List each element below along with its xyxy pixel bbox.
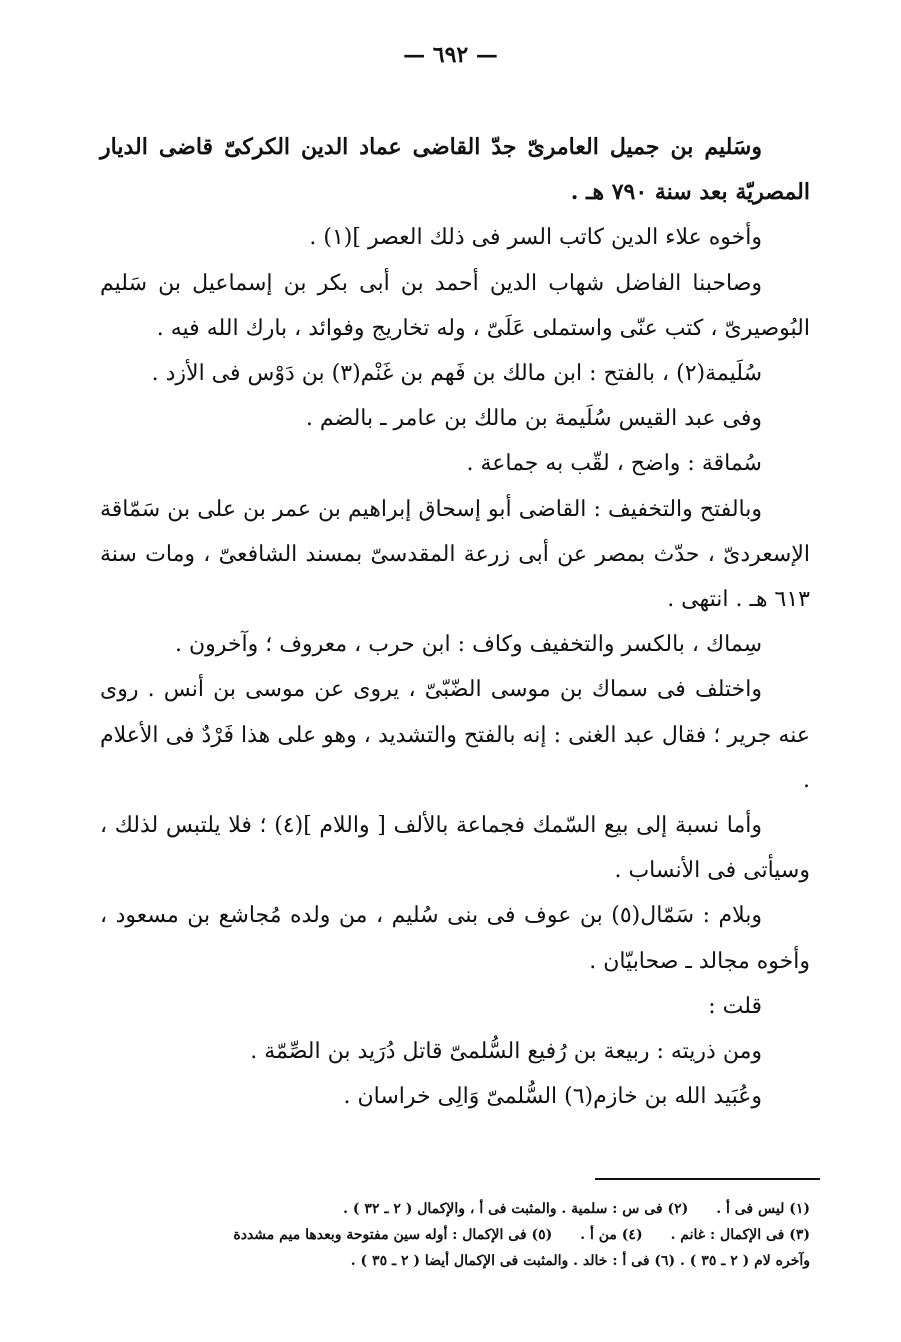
main-text — [100, 125, 810, 1119]
footnote-line: وآخره لام ( ٢ ـ ٣٥ ) . (٦) فى أ : خالد . والمثبت فى الإكمال أيضا ( ٢ ـ ٣٥ ) . — [350, 1253, 810, 1269]
footnote-line — [105, 1222, 810, 1248]
page-number: — ٦٩٢ — — [403, 42, 498, 68]
paragraph: وبلام : سَمّال(٥) بن عوف فى بنى سُليم ، من ولده مُجاشع بن مسعود ، وأخوه مجالد ـ صحابيّان . — [100, 903, 810, 974]
paragraph: واختلف فى سماك بن موسى الضّبّىّ ، يروى عن موسى بن أنس . روى عنه جرير ؛ فقال عبد الغنى : إنه بالفتح والتشديد ، وهو على هذا فَرْدٌ فى الأعلام . — [100, 677, 810, 793]
paragraph: ومن ذريته : ربيعة بن رُفيع السُّلمىّ قاتل دُرَيد بن الصِّمّة . — [250, 1039, 762, 1065]
paragraph: سِماك ، بالكسر والتخفيف وكاف : ابن حرب ، معروف ؛ وآخرون . — [174, 632, 762, 658]
paragraph: وأما نسبة إلى بيع السّمك فجماعة بالألف [ واللام ](٤) ؛ فلا يلتبس لذلك ، وسيأتى فى الأنساب . — [100, 813, 810, 884]
paragraph: وبالفتح والتخفيف : القاضى أبو إسحاق إبراهيم بن عمر بن على بن سَمّاقة الإسعردىّ ، حدّث بمصر عن أبى زرعة المقدسىّ بمسند الشافعىّ ، ومات سنة ٦١٣ هـ . انتهى . — [100, 496, 810, 613]
paragraph: وعُبَيد الله بن خازم(٦) السُّلمىّ وَالِى خراسان . — [343, 1084, 762, 1110]
paragraph: قلت : — [708, 993, 762, 1019]
paragraph: وفى عبد القيس سُلَيمة بن مالك بن عامر ـ بالضم . — [305, 406, 762, 432]
footnote: (١) ليس فى أ . — [716, 1201, 810, 1217]
footnote: (٣) فى الإكمال : غانم . — [670, 1227, 810, 1243]
footnote: (٢) فى س : سلمية . والمثبت فى أ ، والإكمال ( ٢ ـ ٣٢ ) . — [343, 1201, 689, 1217]
footnote: (٥) فى الإكمال : أوله سين مفتوحة وبعدها ميم مشددة — [233, 1227, 553, 1243]
footnote-divider — [595, 1178, 820, 1180]
paragraph: سُماقة : واضح ، لقّب به جماعة . — [466, 451, 762, 477]
paragraph: وصاحبنا الفاضل شهاب الدين أحمد بن أبى بكر بن إسماعيل بن سَليم البُوصيرىّ ، كتب عنّى واستملى عَلَىّ ، وله تخاريج وفوائد ، بارك الله فيه . — [100, 270, 810, 341]
footnote: (٤) من أ . — [580, 1227, 643, 1243]
paragraph: وأخوه علاء الدين كاتب السر فى ذلك العصر ](١) . — [309, 225, 762, 251]
paragraph: وسَليم بن جميل العامرىّ جدّ القاضى عماد الدين الكركىّ قاضى الديار المصريّة بعد سنة ٧٩٠ هـ . — [100, 134, 810, 206]
footnote-line — [105, 1196, 810, 1222]
paragraph: سُلَيمة(٢) ، بالفتح : ابن مالك بن فَهم بن غَنْم(٣) بن دَوْس فى الأزد . — [151, 361, 762, 387]
footnotes — [105, 1196, 810, 1274]
